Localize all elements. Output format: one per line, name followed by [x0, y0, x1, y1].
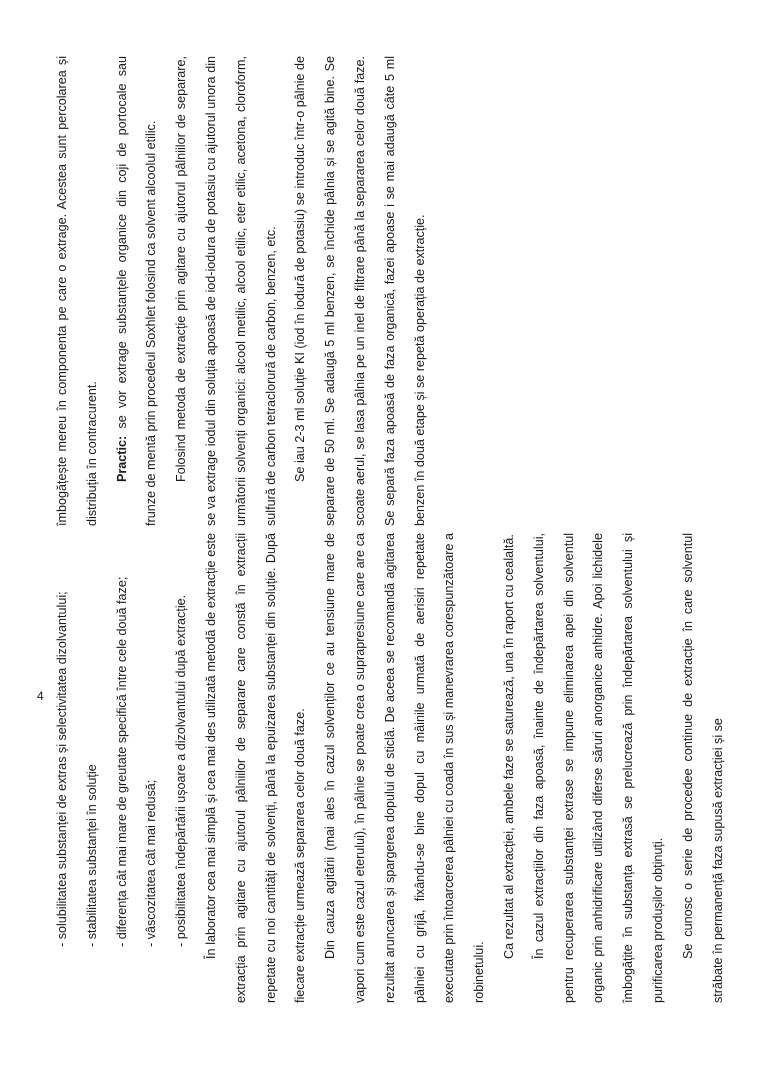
paragraph: [78, 533, 108, 1003]
paragraph-text: se vor extrage substanțele organice din coji de portocale sau frunze de mentă prin procedeul Soxhlet folosind ca solvent alcoolul etilic.: [114, 56, 159, 526]
paragraph-text: În cazul extracțiilor din faza apoasă, înainte de îndepărtarea solventului, pentru recuperarea substanței extrase se impune eliminarea apei din solventul organic prin anhidrificare utilizând diferse săruri anorganice anhidre. Apoi lichidele îmbogățite în substanța extrasă se prelucrează prin îndepărtarea solventului și purificarea produșilor obținuți.: [531, 533, 665, 1003]
page-number: 4: [37, 689, 44, 703]
paragraph-text: - diferența cât mai mare de greutate specifică între cele două faze;: [114, 576, 129, 947]
paragraph-text: - vâscozitatea cât mai redusă;: [144, 779, 159, 947]
paragraph: [167, 533, 197, 1003]
paragraph: [316, 533, 495, 1003]
paragraph-text: Folosind metoda de extracție prin agitare cu ajutorul pâlniilor de separare, se va extrage iodul din soluția apoasă de iod-iodura de potasiu cu ajutorul unora din următorii solvenți organici: alcool metilic, alcool etilic, eter etilic, acetona, cloroform, sulfură de carbon tetraclorură de carbon, benzen, etc.: [174, 56, 278, 526]
paragraph: [167, 56, 286, 526]
paragraph: [525, 533, 674, 1003]
paragraph-text: În laborator cea mai simplă și cea mai des utilizată metodă de extracție este extracția prin agitare cu ajutorul pâlniilor de separare care constă în extracții repetate cu noi cantități de solvenți, până la epuizarea substanței din soluție. După fiecare extracție urmează separarea celor două faze.: [203, 533, 308, 1003]
paragraph-text: - stabilitatea substanței în soluție: [84, 764, 99, 947]
paragraph: [48, 533, 78, 1003]
paragraph-text: Ca rezultat al extracției, ambele faze se saturează, una în raport cu cealaltă.: [501, 534, 516, 959]
paragraph-text: - solubilitatea substanței de extras și selectivitatea dizolvantului;: [55, 591, 69, 947]
paragraph-text: îmbogățește mereu în componenta pe care o extrage. Acestea sunt percolarea și distribuția în contracurent.: [55, 56, 99, 526]
paragraph: [137, 533, 167, 1003]
bold-label: Practic:: [114, 435, 129, 482]
paragraph-text: Se iau 2-3 ml soluție KI (iod în iodură de potasiu) se introduc într-o pâlnie de separare de 50 ml. Se adaugă 5 ml benzen, se închide pâlnia și se agită bine. Se scoate aerul, se lasa pâlnia pe un inel de filtrare până la separarea celor două faze. Se separă faza apoasă de faza organică, fazei apoase i se mai adaugă câte 5 ml benzen în două etape și se repetă operația de extracție.: [293, 56, 427, 526]
paragraph: [108, 533, 138, 1003]
paragraph-text: Din cauza agitării (mai ales în cazul solvenților ce au tensiune mare de vapori cum este cazul eterului), în pâlnie se poate crea o suprapresiune care are ca rezultat aruncarea și spargerea dopului de sticlă. De aceea se recomandă agitarea pâlniei cu grijă, fixându-se bine dopul cu mâinile urmată de aerisiri repetate executate prin întoarcerea pâlniei cu coada în sus și manevrarea corespunzătoare a robinetului.: [323, 533, 487, 1003]
right-column: [48, 56, 435, 526]
paragraph-text: - posibilitatea îndepărtării ușoare a dizolvantului după extracție.: [174, 594, 189, 947]
paragraph: [197, 533, 316, 1003]
paragraph: [495, 533, 525, 1003]
left-column: [48, 533, 733, 1003]
paragraph: [108, 56, 168, 526]
paragraph: [286, 56, 435, 526]
paragraph: [48, 56, 108, 526]
paragraph: [674, 533, 734, 1003]
paragraph-text: Se cunosc o serie de procedee continue de extracție în care solventul străbate în permanență faza supusă extracției și se: [680, 533, 725, 1003]
